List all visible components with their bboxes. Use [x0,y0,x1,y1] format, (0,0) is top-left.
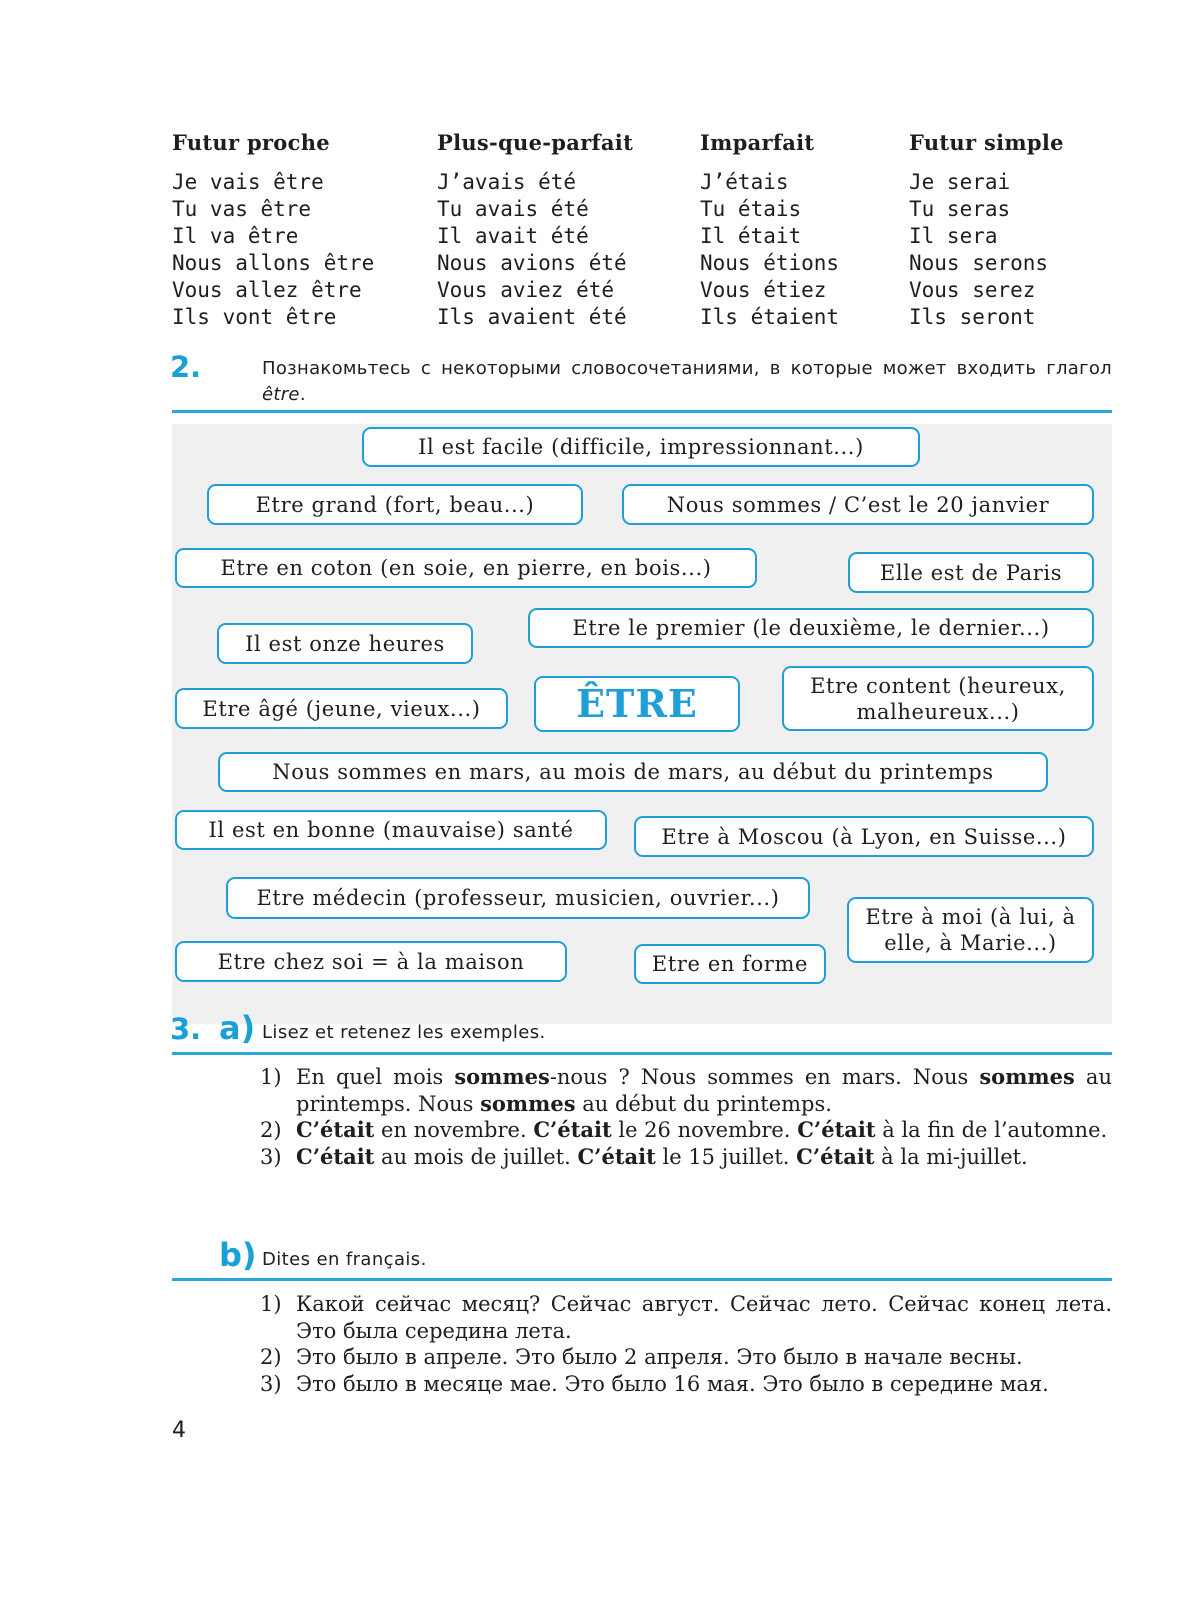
item-text: Какой сейчас месяц? Сейчас август. Сейчас лето. Сейчас конец лета. Это была середина лета. [296,1292,1112,1343]
phrase-box: Nous sommes / C’est le 20 janvier [622,484,1094,525]
item-number: 2) [260,1118,282,1142]
conjugation-line: Ils seront [909,305,1036,329]
item-number: 1) [260,1292,282,1316]
conjugation-line: Ils vont être [172,305,337,329]
column-header: Futur proche [172,130,330,155]
conjugation-line: J’étais [700,170,789,194]
phrase-box: Etre en forme [634,944,826,984]
conjugation-line: Vous serez [909,278,1036,302]
list-item [260,1371,1112,1398]
conjugation-line: Nous étions [700,251,840,275]
column-header: Imparfait [700,130,815,155]
item-text: Это было в апреле. Это было 2 апреля. Это было в начале весны. [296,1345,1023,1369]
item-text: C’était au mois de juillet. C’était le 15 juillet. C’était à la mi-juillet. [296,1143,1028,1169]
column-header: Futur simple [909,130,1064,155]
conjugation-line: Nous allons être [172,251,375,275]
conjugation-column-imparfait [700,130,839,331]
conjugation-line: Vous allez être [172,278,362,302]
conjugation-column-futur-proche [172,130,374,331]
phrase-box: Il est onze heures [217,623,473,664]
conjugation-line: Tu avais été [437,197,589,221]
examples-list [260,1064,1112,1170]
conjugation-line: Je serai [909,170,1011,194]
list-item [260,1291,1112,1344]
list-item [260,1144,1112,1171]
phrase-box: Elle est de Paris [848,552,1094,593]
conjugation-line: Je vais être [172,170,324,194]
phrase-box: Il est en bonne (mauvaise) santé [175,810,607,850]
phrase-box: Etre à moi (à lui, à elle, à Marie...) [847,897,1094,963]
conjugation-line: Nous serons [909,251,1049,275]
conjugation-column-plus-que-parfait [437,130,633,331]
phrase-box: Etre le premier (le deuxième, le dernier...) [528,608,1094,648]
item-number: 3) [260,1371,282,1396]
conjugation-line: Il avait été [437,224,589,248]
section-divider [172,410,1112,413]
exercise-3-number: 3. [170,1012,202,1046]
translation-list [260,1291,1112,1397]
exercise-2-instruction: Познакомьтесь с некоторыми словосочетаниями, в которые может входить глагол être. [262,358,1112,405]
item-number: 1) [260,1065,282,1089]
conjugation-line: Il sera [909,224,998,248]
conjugation-line: Tu seras [909,197,1011,221]
conjugation-column-futur-simple [909,130,1064,331]
page-number: 4 [172,1418,186,1443]
phrase-box: Etre content (heureux, malheureux...) [782,666,1094,731]
item-number: 3) [260,1144,282,1169]
section-divider [172,1052,1112,1055]
conjugation-line: Il va être [172,224,299,248]
part-b-letter: b) [219,1236,257,1274]
conjugation-line: Ils avaient été [437,305,627,329]
item-text: En quel mois sommes-nous ? Nous sommes en mars. Nous sommes au printemps. Nous sommes au début du printemps. [296,1064,1112,1116]
conjugation-line: Tu étais [700,197,802,221]
conjugation-table [172,130,1112,340]
phrase-box: Il est facile (difficile, impressionnant...) [362,427,920,467]
conjugation-line: Nous avions été [437,251,627,275]
conjugation-line: Tu vas être [172,197,312,221]
conjugation-line: Vous aviez été [437,278,615,302]
list-item [260,1064,1112,1117]
conjugation-line: J’avais été [437,170,577,194]
item-number: 2) [260,1345,282,1369]
conjugation-line: Ils étaient [700,305,840,329]
conjugation-line: Il était [700,224,802,248]
section-divider [172,1278,1112,1281]
phrase-box: Etre médecin (professeur, musicien, ouvrier...) [226,877,810,919]
list-item [260,1344,1112,1371]
phrase-box: Etre à Moscou (à Lyon, en Suisse...) [634,816,1094,857]
etre-phrases-panel [172,424,1112,1024]
part-a-letter: a) [219,1009,256,1047]
etre-center-box: ÊTRE [534,676,740,732]
part-b-instruction: Dites en français. [262,1249,427,1270]
phrase-box: Etre chez soi = à la maison [175,941,567,982]
column-header: Plus-que-parfait [437,130,634,155]
item-text: Это было в месяце мае. Это было 16 мая. Это было в середине мая. [296,1371,1049,1396]
phrase-box: Etre grand (fort, beau...) [207,484,583,525]
phrase-box: Etre en coton (en soie, en pierre, en bois...) [175,548,757,588]
conjugation-line: Vous étiez [700,278,827,302]
exercise-2-number: 2. [170,350,202,384]
item-text: C’était en novembre. C’était le 26 novembre. C’était à la fin de l’automne. [296,1117,1108,1142]
list-item [260,1117,1112,1144]
part-a-instruction: Lisez et retenez les exemples. [262,1022,546,1043]
phrase-box: Etre âgé (jeune, vieux...) [175,688,508,729]
phrase-box: Nous sommes en mars, au mois de mars, au début du printemps [218,752,1048,792]
